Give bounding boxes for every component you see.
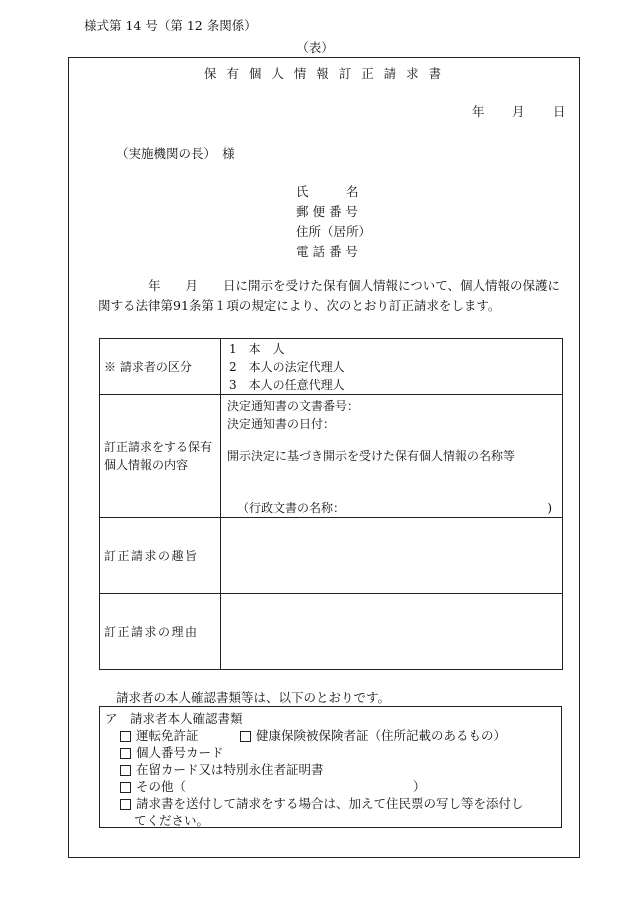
field-phone-label: 電 話 番 号: [296, 244, 358, 259]
checkbox-mail-row[interactable]: [120, 794, 524, 812]
request-table: [99, 338, 563, 670]
content-row: [100, 395, 563, 518]
content-label: 訂正請求をする保有個人情報の内容: [104, 440, 213, 472]
face-label: （表）: [296, 40, 334, 55]
checkbox-residence-row[interactable]: [120, 760, 324, 778]
doc-date-line[interactable]: 決定通知書の日付：: [227, 417, 336, 431]
license-label: 運転免許証: [136, 728, 199, 743]
date-month: 月: [512, 104, 525, 119]
field-postal-label: 郵 便 番 号: [296, 204, 358, 219]
other-close-paren: ）: [413, 779, 426, 794]
other-label: その他（: [136, 779, 187, 794]
checkbox-icon[interactable]: [120, 799, 131, 810]
field-name-label: 氏 名: [296, 184, 359, 199]
category-row: [100, 339, 563, 395]
checkbox-other-row[interactable]: [120, 777, 186, 795]
checkbox-icon[interactable]: [240, 731, 251, 742]
checkbox-license-row[interactable]: [120, 726, 199, 744]
identity-heading: ア 請求者本人確認書類: [105, 711, 243, 726]
checkbox-icon[interactable]: [120, 782, 131, 793]
addressee: （実施機関の長） 様: [116, 146, 235, 161]
residence-label: 在留カード又は特別永住者証明書: [136, 762, 324, 777]
identity-box: [99, 706, 562, 828]
checkbox-icon[interactable]: [120, 748, 131, 759]
option-legal-rep[interactable]: 2 本人の法定代理人: [229, 360, 345, 374]
mail-note: 請求書を送付して請求をする場合は、加えて住民票の写し等を添付し: [136, 796, 524, 811]
purpose-label: 訂正請求の趣旨: [104, 549, 199, 563]
mail-note-cont: てください。: [134, 813, 210, 828]
identity-lead: 請求者の本人確認書類等は、以下のとおりです。: [116, 690, 391, 705]
form-title: 保 有 個 人 情 報 訂 正 請 求 書: [203, 66, 445, 81]
reason-field[interactable]: [221, 594, 563, 670]
date-day: 日: [553, 104, 566, 119]
form-number: 様式第 14 号（第 12 条関係）: [84, 18, 257, 33]
purpose-row: [100, 518, 563, 594]
purpose-field[interactable]: [221, 518, 563, 594]
insurance-label: 健康保険被保険者証（住所記載のあるもの）: [256, 728, 507, 743]
category-label: ※ 請求者の区分: [104, 360, 192, 374]
option-voluntary-rep[interactable]: 3 本人の任意代理人: [229, 378, 345, 392]
checkbox-insurance-row[interactable]: [240, 726, 506, 744]
intro-paragraph: 年 月 日に開示を受けた保有個人情報について、個人情報の保護に関する法律第91条第１項の規定により、次のとおり訂正請求をします。: [98, 278, 561, 313]
checkbox-icon[interactable]: [120, 765, 131, 776]
reason-row: [100, 594, 563, 670]
reason-label: 訂正請求の理由: [104, 625, 199, 639]
admin-doc-close-paren: ): [547, 501, 552, 515]
mynumber-label: 個人番号カード: [136, 745, 224, 760]
option-self[interactable]: 1 本 人: [229, 342, 285, 356]
doc-number-line[interactable]: 決定通知書の文書番号：: [227, 399, 360, 413]
info-name-line: 開示決定に基づき開示を受けた保有個人情報の名称等: [227, 449, 516, 463]
checkbox-icon[interactable]: [120, 731, 131, 742]
date-year: 年: [472, 104, 485, 119]
admin-doc-name-field[interactable]: （行政文書の名称：: [237, 501, 346, 515]
checkbox-mynumber-row[interactable]: [120, 743, 224, 761]
field-address-label: 住所（居所）: [296, 224, 372, 239]
